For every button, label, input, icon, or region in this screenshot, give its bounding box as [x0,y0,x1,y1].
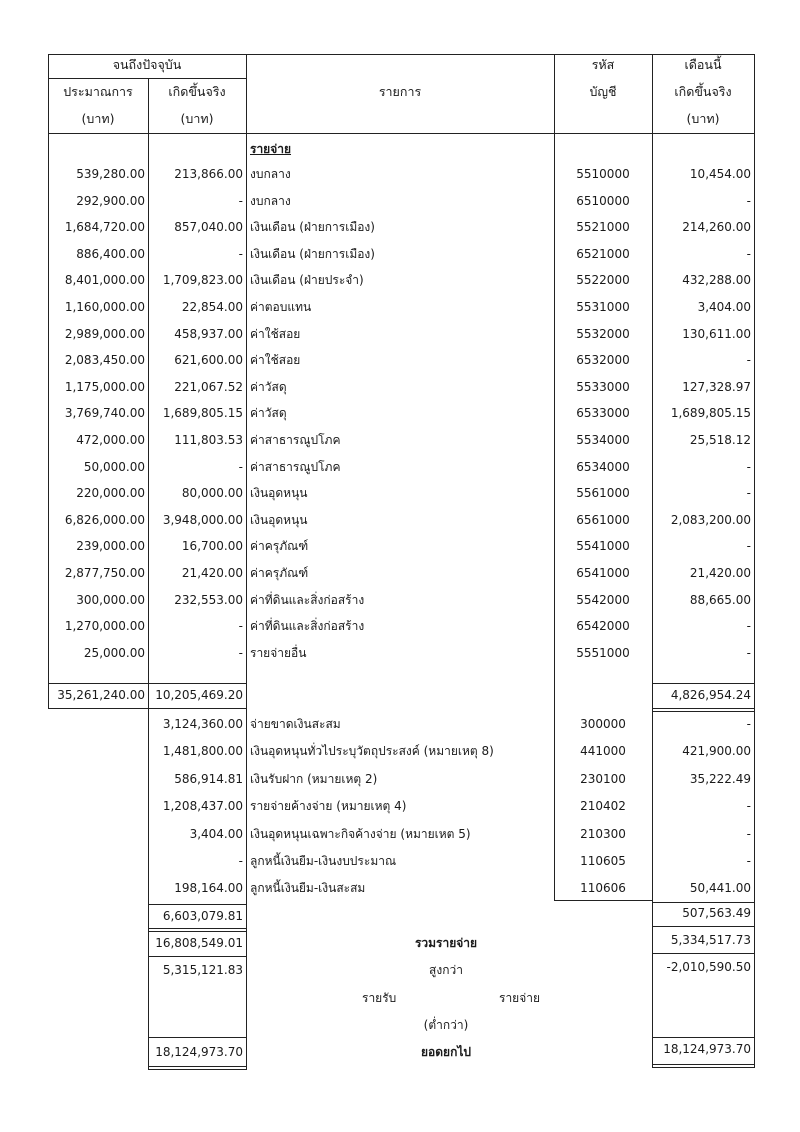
row-actual: - [238,619,243,634]
carry-label: ยอดยกไป [421,1045,471,1059]
subtotal-estimate: 35,261,240.00 [57,688,145,702]
row-estimate: 2,877,750.00 [64,566,145,580]
row-estimate: 292,900.00 [76,193,145,208]
row-item: ลูกหนี้เงินยืม-เงินงบประมาณ [250,854,397,868]
row-estimate: 3,769,740.00 [64,406,145,421]
row-estimate: 539,280.00 [76,167,145,181]
row-code: 5522000 [576,273,630,288]
subtotal2-month: 507,563.49 [682,906,751,920]
row-actual: 21,420.00 [181,566,243,580]
row-code: 5533000 [576,379,630,394]
row-code: 5521000 [576,220,630,235]
row-estimate: 50,000.00 [83,459,145,474]
row-code: 6561000 [576,512,630,527]
subtotal2-actual: 6,603,079.81 [162,909,243,923]
row-estimate: 239,000.00 [76,539,145,554]
row-code: 110606 [580,881,626,896]
row-actual: 232,553.00 [174,592,243,607]
total-label: รวมรายจ่าย [414,936,478,950]
row-code: 5510000 [576,167,630,181]
row-item: เงินเดือน (ฝ่ายการเมือง) [250,220,375,235]
row-code: 5561000 [576,486,630,501]
row-item: ลูกหนี้เงินยืม-เงินสะสม [250,881,366,896]
row-item: ค่าครุภัณฑ์ [250,539,309,554]
row-month: 127,328.97 [682,379,751,394]
row-item: จ่ายขาดเงินสะสม [250,717,341,731]
row-code: 5532000 [576,326,630,341]
row-month: 130,611.00 [682,326,751,341]
row-month: 88,665.00 [689,592,751,607]
row-code: 6533000 [576,406,630,421]
row-actual: - [238,645,243,660]
row-actual: 198,164.00 [174,881,243,896]
row-month: 3,404.00 [697,300,751,314]
row-item: ค่าที่ดินและสิ่งก่อสร้าง [250,619,365,634]
row-code: 6534000 [576,459,630,474]
header-actual-unit: (บาท) [180,111,214,126]
diff-higher: สูงกว่า [429,963,463,977]
row-item: เงินเดือน (ฝ่ายการเมือง) [250,246,375,261]
row-code: 5534000 [576,433,630,447]
row-month: - [746,486,751,501]
row-code: 6510000 [576,193,630,208]
row-estimate: 1,270,000.00 [64,619,145,634]
row-month: - [746,826,751,841]
header-actual: เกิดขึ้นจริง [168,84,226,99]
row-actual: 221,067.52 [174,379,243,394]
header-this-month: เดือนนี้ [684,57,722,72]
header-to-date: จนถึงปัจจุบัน [112,57,182,72]
row-actual: 22,854.00 [181,300,243,314]
header-month-unit: (บาท) [686,111,720,126]
row-month: - [746,539,751,554]
carry-actual: 18,124,973.70 [155,1045,243,1059]
row-actual: - [238,459,243,474]
row-month: 1,689,805.15 [670,406,751,421]
row-item: ค่าสาธารณูปโภค [250,433,341,447]
row-actual: - [238,854,243,868]
row-item: ค่าวัสดุ [250,406,287,421]
row-actual: 857,040.00 [174,220,243,235]
row-item: ค่าสาธารณูปโภค [250,459,341,474]
row-actual: 80,000.00 [181,486,243,501]
row-actual: 3,948,000.00 [162,512,243,527]
row-item: ค่าครุภัณฑ์ [250,566,309,580]
row-actual: 3,404.00 [189,826,243,841]
row-actual: 1,481,800.00 [162,744,243,759]
row-estimate: 1,684,720.00 [64,220,145,235]
row-month: 421,900.00 [682,744,751,759]
row-month: 35,222.49 [689,771,751,786]
row-item: ค่าใช้สอย [250,353,301,368]
diff-income: รายรับ [362,991,397,1005]
row-code: 441000 [580,744,626,759]
row-actual: 621,600.00 [174,353,243,368]
row-actual: 458,937.00 [174,326,243,341]
row-code: 5551000 [576,645,630,660]
row-code: 300000 [580,717,626,731]
row-item: ค่าตอบแทน [250,300,312,314]
diff-month: -2,010,590.50 [666,960,751,974]
row-month: - [746,645,751,660]
row-actual: - [238,246,243,261]
row-actual: 213,866.00 [174,167,243,181]
total-actual: 16,808,549.01 [155,936,243,950]
section-title: รายจ่าย [250,142,292,156]
row-item: งบกลาง [250,167,291,181]
row-code: 5542000 [576,592,630,607]
header-month-actual: เกิดขึ้นจริง [674,84,732,99]
row-month: 10,454.00 [689,167,751,181]
row-actual: - [238,193,243,208]
row-month: - [746,854,751,868]
row-month: - [746,246,751,261]
row-item: รายจ่ายอื่น [250,645,307,660]
total-month: 5,334,517.73 [670,933,751,947]
row-month: 214,260.00 [682,220,751,235]
row-month: - [746,459,751,474]
header-estimate-unit: (บาท) [81,111,115,126]
row-code: 6532000 [576,353,630,368]
row-item: เงินอุดหนุน [250,512,308,527]
diff-expense: รายจ่าย [499,991,541,1005]
row-estimate: 2,989,000.00 [64,326,145,341]
row-item: งบกลาง [250,193,291,208]
row-actual: 111,803.53 [174,433,243,447]
row-actual: 1,689,805.15 [162,406,243,421]
row-estimate: 8,401,000.00 [64,273,145,288]
row-estimate: 1,175,000.00 [64,379,145,394]
diff-actual: 5,315,121.83 [162,963,243,977]
subtotal-actual: 10,205,469.20 [155,688,243,702]
row-estimate: 220,000.00 [76,486,145,501]
row-estimate: 25,000.00 [83,645,145,660]
subtotal-month: 4,826,954.24 [670,688,751,702]
row-month: - [746,353,751,368]
row-actual: 3,124,360.00 [162,717,243,731]
row-estimate: 6,826,000.00 [64,512,145,527]
row-month: - [746,193,751,208]
row-item: ค่าวัสดุ [250,379,287,394]
header-estimate: ประมาณการ [63,84,133,99]
row-estimate: 2,083,450.00 [64,353,145,368]
row-code: 6542000 [576,619,630,634]
row-code: 5541000 [576,539,630,554]
row-code: 5531000 [576,300,630,314]
row-item: รายจ่ายค้างจ่าย (หมายเหตุ 4) [250,799,407,814]
row-month: - [746,717,751,731]
row-month: - [746,619,751,634]
row-estimate: 886,400.00 [76,246,145,261]
row-item: ค่าที่ดินและสิ่งก่อสร้าง [250,592,365,607]
row-estimate: 472,000.00 [76,433,145,447]
row-month: 21,420.00 [689,566,751,580]
row-code: 6521000 [576,246,630,261]
row-estimate: 1,160,000.00 [64,300,145,314]
row-month: 2,083,200.00 [670,512,751,527]
row-item: ค่าใช้สอย [250,326,301,341]
row-actual: 586,914.81 [174,771,243,786]
header-code-bottom: บัญชี [589,84,617,99]
row-item: เงินอุดหนุนเฉพาะกิจค้างจ่าย (หมายเหต 5) [250,826,471,841]
diff-lower: (ต่ำกว่า) [423,1018,469,1032]
row-month: - [746,799,751,814]
row-code: 110605 [580,854,626,868]
row-month: 25,518.12 [689,433,751,447]
row-item: เงินรับฝาก (หมายเหตุ 2) [250,771,378,786]
carry-month: 18,124,973.70 [663,1042,751,1056]
row-code: 210300 [580,826,626,841]
row-actual: 1,208,437.00 [162,799,243,814]
row-code: 210402 [580,799,626,814]
row-month: 432,288.00 [682,273,751,288]
row-month: 50,441.00 [689,881,751,896]
header-item: รายการ [378,84,422,99]
row-actual: 1,709,823.00 [162,273,243,288]
row-code: 230100 [580,771,626,786]
row-item: เงินอุดหนุนทั่วไประบุวัตถุประสงค์ (หมายเหตุ 8) [250,744,494,759]
header-code-top: รหัส [591,57,615,72]
row-code: 6541000 [576,566,630,580]
row-estimate: 300,000.00 [76,592,145,607]
row-item: เงินเดือน (ฝ่ายประจำ) [250,273,364,288]
row-actual: 16,700.00 [181,539,243,554]
row-item: เงินอุดหนุน [250,486,308,501]
